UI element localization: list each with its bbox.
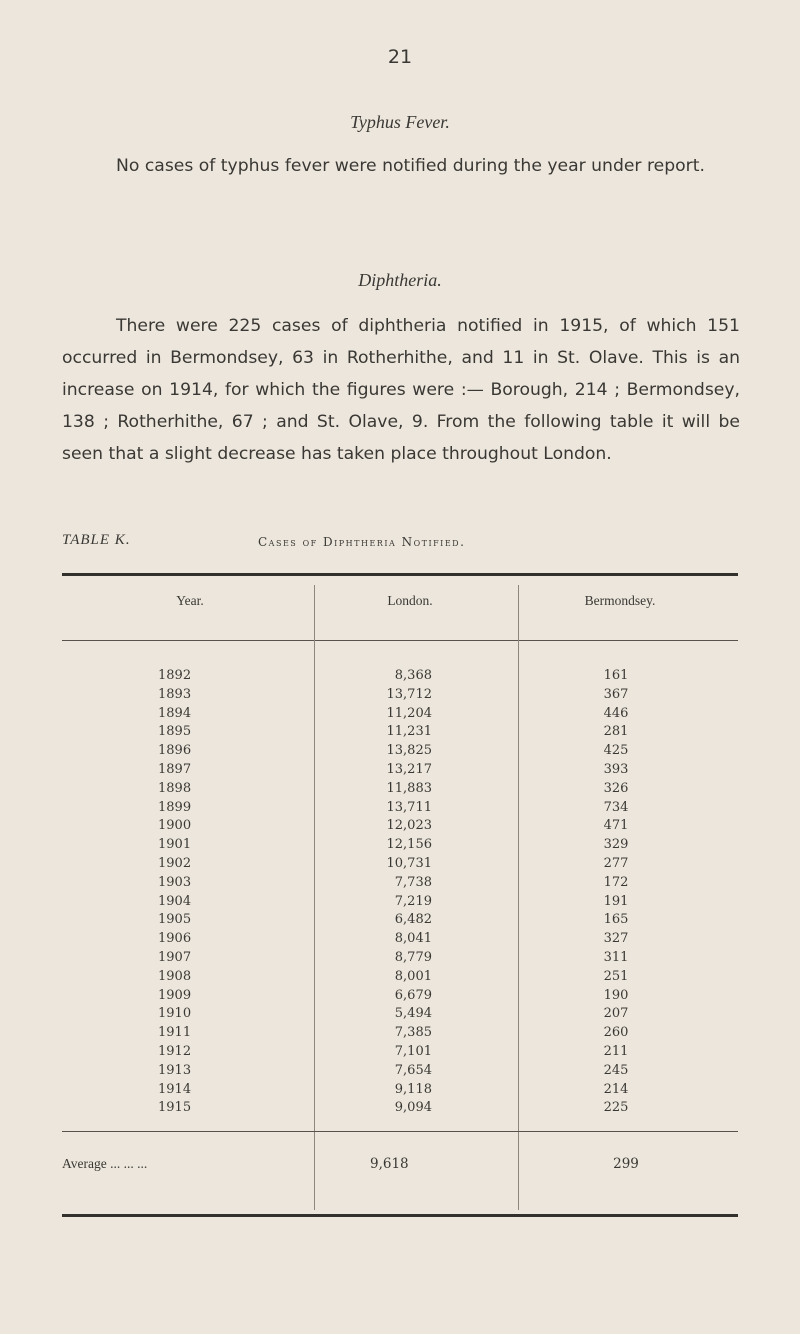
table-row (0, 837, 800, 856)
london-cell: 13,712 (386, 686, 432, 702)
diphtheria-heading: Diphtheria. (358, 270, 442, 290)
bermondsey-cell: 214 (603, 1081, 629, 1097)
average-bermondsey: 299 (613, 1156, 639, 1172)
average-top-rule (62, 1131, 738, 1132)
year-cell: 1900 (158, 818, 192, 834)
year-cell: 1904 (158, 893, 192, 909)
year-cell: 1902 (158, 855, 192, 871)
typhus-paragraph: No cases of typhus fever were notified during the year under report. (116, 156, 705, 176)
table-row (0, 687, 800, 706)
year-cell: 1908 (158, 968, 192, 984)
table-row (0, 1063, 800, 1082)
header-bottom-rule (62, 640, 738, 641)
year-cell: 1897 (158, 761, 192, 777)
london-cell: 7,385 (394, 1025, 432, 1041)
london-cell: 13,711 (386, 799, 432, 815)
year-cell: 1898 (158, 780, 192, 796)
year-cell: 1894 (158, 705, 192, 721)
table-row (0, 1082, 800, 1101)
year-cell: 1914 (158, 1081, 192, 1097)
table-row (0, 1044, 800, 1063)
table-row (0, 818, 800, 837)
bermondsey-cell: 326 (603, 780, 629, 796)
table-row (0, 988, 800, 1007)
london-cell: 8,041 (394, 931, 432, 947)
bermondsey-cell: 471 (603, 818, 629, 834)
london-cell: 8,001 (394, 968, 432, 984)
bermondsey-cell: 190 (603, 987, 629, 1003)
year-cell: 1899 (158, 799, 192, 815)
london-cell: 10,731 (386, 855, 432, 871)
bermondsey-cell: 393 (603, 761, 629, 777)
table-row (0, 1025, 800, 1044)
table-bottom-rule (62, 1214, 738, 1217)
bermondsey-cell: 251 (603, 968, 629, 984)
table-row (0, 668, 800, 687)
year-cell: 1893 (158, 686, 192, 702)
bermondsey-cell: 281 (603, 724, 629, 740)
year-cell: 1903 (158, 874, 192, 890)
year-cell: 1907 (158, 949, 192, 965)
year-cell: 1913 (158, 1062, 192, 1078)
london-cell: 13,825 (386, 743, 432, 759)
year-cell: 1915 (158, 1100, 192, 1116)
column-header-london: London. (387, 593, 433, 608)
table-row (0, 931, 800, 950)
year-cell: 1911 (158, 1025, 192, 1041)
year-cell: 1901 (158, 837, 192, 853)
table-row (0, 1100, 800, 1119)
bermondsey-cell: 734 (603, 799, 629, 815)
year-cell: 1910 (158, 1006, 192, 1022)
london-cell: 11,883 (386, 780, 432, 796)
year-cell: 1895 (158, 724, 192, 740)
year-cell: 1909 (158, 987, 192, 1003)
london-cell: 11,231 (386, 724, 432, 740)
bermondsey-cell: 311 (603, 949, 629, 965)
london-cell: 9,118 (394, 1081, 432, 1097)
year-cell: 1905 (158, 912, 192, 928)
bermondsey-cell: 367 (603, 686, 629, 702)
table-row (0, 800, 800, 819)
table-row (0, 1006, 800, 1025)
diphtheria-paragraph: There were 225 cases of diphtheria notified in 1915, of which 151 occurred in Bermondsey, 63 in Rotherhithe, and 11 in St. Olave. This is an increase on 1914, for which the figures were :— Borough, 214 ; Bermondsey, 138 ; Rotherhithe, 67 ; and St. Olave, 9. From the following table it will be seen that a slight decrease has taken place throughout London. (62, 316, 740, 464)
table-label: TABLE K. (62, 532, 131, 548)
table-row (0, 743, 800, 762)
typhus-heading: Typhus Fever. (350, 112, 450, 132)
year-cell: 1896 (158, 743, 192, 759)
london-cell: 13,217 (386, 761, 432, 777)
table-row (0, 781, 800, 800)
table-top-rule (62, 573, 738, 576)
year-cell: 1906 (158, 931, 192, 947)
london-cell: 5,494 (394, 1006, 432, 1022)
london-cell: 9,094 (394, 1100, 432, 1116)
table-row (0, 969, 800, 988)
bermondsey-cell: 207 (603, 1006, 629, 1022)
bermondsey-cell: 165 (603, 912, 629, 928)
london-cell: 12,023 (386, 818, 432, 834)
column-header-bermondsey: Bermondsey. (584, 593, 656, 608)
table-title: Cases of Diphtheria Notified. (258, 535, 466, 549)
bermondsey-cell: 172 (603, 874, 629, 890)
average-label: Average ... ... ... (62, 1156, 148, 1171)
bermondsey-cell: 245 (603, 1062, 629, 1078)
london-cell: 6,679 (394, 987, 432, 1003)
london-cell: 7,219 (394, 893, 432, 909)
table-row (0, 894, 800, 913)
bermondsey-cell: 225 (603, 1100, 629, 1116)
year-cell: 1912 (158, 1043, 192, 1059)
table-row (0, 875, 800, 894)
table-rows (0, 668, 800, 1119)
column-header-year: Year. (176, 593, 204, 608)
table-row (0, 856, 800, 875)
table-row (0, 912, 800, 931)
bermondsey-cell: 191 (603, 893, 629, 909)
table-row (0, 950, 800, 969)
london-cell: 7,738 (394, 874, 432, 890)
london-cell: 11,204 (386, 705, 432, 721)
london-cell: 8,779 (394, 949, 432, 965)
average-london: 9,618 (370, 1156, 409, 1172)
london-cell: 12,156 (386, 837, 432, 853)
bermondsey-cell: 260 (603, 1025, 629, 1041)
bermondsey-cell: 446 (603, 705, 629, 721)
page-number: 21 (387, 46, 413, 68)
table-row (0, 724, 800, 743)
year-cell: 1892 (158, 668, 192, 683)
bermondsey-cell: 425 (603, 743, 629, 759)
table-row (0, 706, 800, 725)
bermondsey-cell: 329 (603, 837, 629, 853)
bermondsey-cell: 211 (603, 1043, 629, 1059)
london-cell: 7,654 (394, 1062, 432, 1078)
london-cell: 8,368 (394, 668, 432, 683)
table-row (0, 762, 800, 781)
bermondsey-cell: 161 (603, 668, 629, 683)
bermondsey-cell: 277 (603, 855, 629, 871)
bermondsey-cell: 327 (603, 931, 629, 947)
london-cell: 7,101 (394, 1043, 432, 1059)
london-cell: 6,482 (394, 912, 432, 928)
